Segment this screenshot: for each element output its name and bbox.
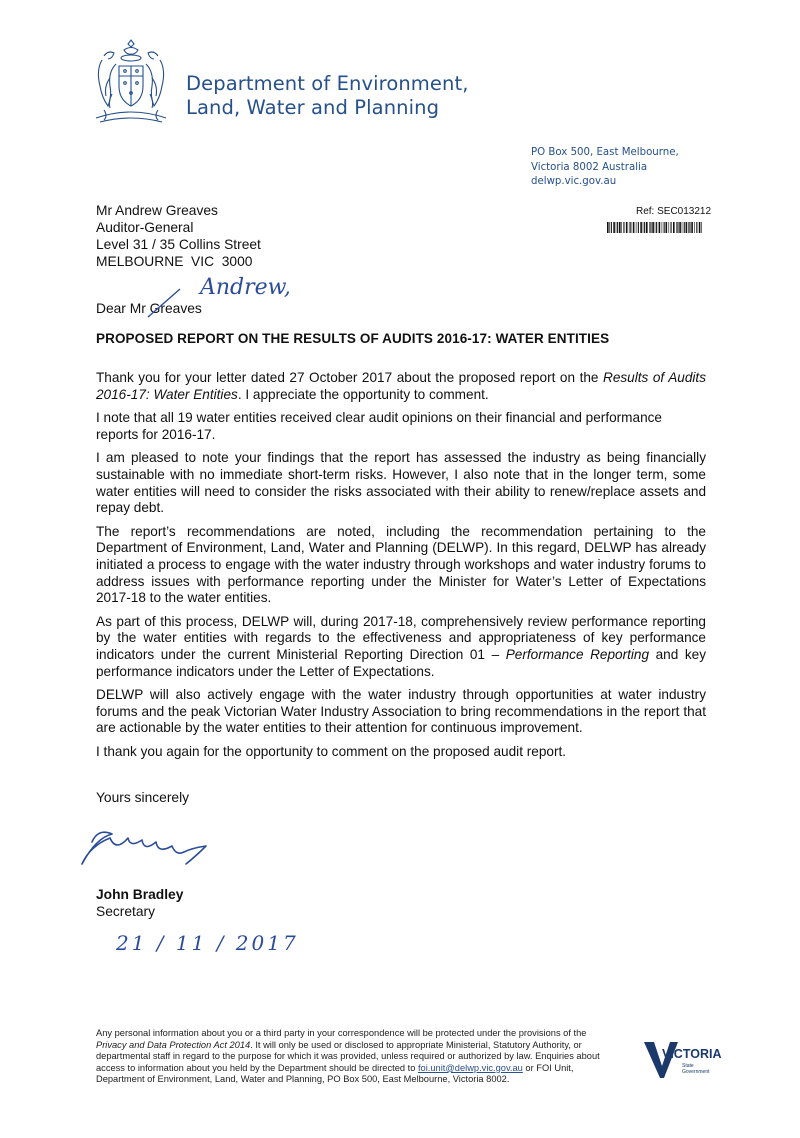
barcode-bar: [686, 222, 688, 233]
salutation: Dear Mr Greaves: [96, 301, 202, 316]
victoria-logo-state: State: [682, 1063, 694, 1069]
barcode-bar: [691, 222, 693, 233]
body-paragraph-5: As part of this process, DELWP will, during 2017-18, comprehensively review performance reporting by the water entities with regards to the effectiveness and appropriateness of key performance indicators under the current Ministerial Reporting Direction 01 – Performance Reporting and key performance indicators under the Letter of Expectations.: [96, 613, 706, 679]
signer-name: John Bradley: [96, 887, 184, 902]
barcode-bar: [676, 222, 677, 233]
reference-number: Ref: SEC013212: [636, 206, 712, 217]
barcode-bar: [640, 222, 642, 233]
barcode-bar: [650, 222, 651, 233]
barcode-bar: [673, 222, 675, 233]
barcode-bar: [609, 222, 610, 233]
body-paragraph-1: Thank you for your letter dated 27 October 2017 about the proposed report on the Results of Audits 2016-17: Water Entities. I appreciate the opportunity to comment.: [96, 370, 706, 402]
barcode-bar: [616, 222, 617, 233]
barcode-bar: [689, 222, 690, 233]
barcode-bar: [699, 222, 701, 233]
barcode-bar: [633, 222, 635, 233]
recipient-city: MELBOURNE VIC 3000: [96, 254, 253, 269]
letter-subject: PROPOSED REPORT ON THE RESULTS OF AUDITS 2016-17: WATER ENTITIES: [96, 331, 610, 346]
barcode-bar: [643, 222, 644, 233]
barcode-bar: [649, 222, 650, 233]
department-name-line1: Department of Environment,: [186, 72, 469, 95]
victoria-logo-word: VICTORIA: [662, 1047, 722, 1061]
barcode-bar: [630, 222, 631, 233]
barcode-bar: [671, 222, 672, 233]
barcode-bar: [607, 222, 609, 233]
barcode-bar: [611, 222, 612, 233]
contact-block: [531, 146, 679, 190]
victoria-logo-government: Government: [682, 1069, 710, 1075]
department-name-line2: Land, Water and Planning: [186, 96, 440, 119]
barcode-bar: [623, 222, 624, 233]
department-name: [186, 72, 469, 120]
barcode-bar: [688, 222, 689, 233]
barcode-bar: [677, 222, 678, 233]
barcode-bar: [636, 222, 637, 233]
contact-state-line: Victoria 8002 Australia: [531, 161, 648, 173]
barcode-bar: [626, 222, 628, 233]
body-paragraph-7: I thank you again for the opportunity to comment on the proposed audit report.: [96, 743, 567, 759]
coat-of-arms-crest-icon: [90, 38, 172, 130]
signer-title: Secretary: [96, 904, 156, 919]
barcode-bar: [684, 222, 685, 233]
barcode-bar: [655, 222, 656, 233]
barcode-bar: [638, 222, 639, 233]
barcode-bar: [694, 222, 695, 233]
barcode-bar: [656, 222, 657, 233]
body-paragraph-6: DELWP will also actively engage with the water industry through opportunities at water industry forums and the peak Victorian Water Industry Association to bring recommendations in the report that are actionable by the water entities to their attention for continuous improvement.: [96, 687, 706, 736]
privacy-footer: Any personal information about you or a third party in your correspondence will be protected under the provisions of the Privacy and Data Protection Act 2014. It will only be used or disclosed to appropriate Ministerial, Statutory Authority, or departmental staff in regard to the purpose for which it was provided, unless required or authorized by law. Enquiries about access to information about you held by the Department should be directed to foi.unit@delwp.vic.gov.au or FOI Unit, Department of Environment, Land, Water and Planning, PO Box 500, East Melbourne, Victoria 8002.: [96, 1028, 600, 1085]
barcode-bar: [629, 222, 630, 233]
body-paragraph-2: I note that all 19 water entities received clear audit opinions on their financial and performance reports for 2016-17.: [96, 410, 662, 442]
barcode-bar: [652, 222, 654, 233]
contact-postal-line: PO Box 500, East Melbourne,: [531, 147, 679, 158]
body-paragraph-3: I am pleased to note your findings that the report has assessed the industry as being financially sustainable with no immediate short-term risks. However, I also note that in the longer term, some water entities will need to consider the risks associated with their ability to renew/replace assets and repay debt.: [96, 450, 706, 516]
recipient-title: Auditor-General: [96, 220, 194, 235]
barcode-bar: [646, 222, 648, 233]
handwritten-first-name: [196, 268, 316, 302]
body-paragraph-4: The report’s recommendations are noted, including the recommendation pertaining to the Department of Environment, Land, Water and Planning (DELWP). In this regard, DELWP has already initiated a process to engage with the water industry through workshops and water industry forums to address issues with performance reporting under the Minister for Water’s Letter of Expectations 2017-18 to the water entities.: [96, 523, 706, 606]
barcode-bar: [644, 222, 645, 233]
foi-email-link[interactable]: foi.unit@delwp.vic.gov.au: [417, 1062, 523, 1073]
recipient-address: [96, 202, 261, 270]
letter-closing: Yours sincerely: [96, 790, 190, 805]
barcode-bar: [666, 222, 668, 233]
barcode-bar: [662, 222, 663, 233]
victoria-state-government-logo: [640, 1036, 720, 1082]
barcode-bar: [669, 222, 670, 233]
barcode-bar: [664, 222, 665, 233]
contact-website: delwp.vic.gov.au: [531, 176, 617, 187]
barcode-bar: [659, 222, 661, 233]
handwritten-date-text: 21 / 11 / 2017: [116, 931, 299, 955]
barcode-bar: [701, 222, 702, 233]
recipient-name: Mr Andrew Greaves: [96, 203, 218, 218]
handwritten-first-name-text: Andrew,: [200, 275, 291, 300]
barcode-bar: [613, 222, 615, 233]
barcode-bar: [679, 222, 681, 233]
letter-body: [96, 370, 706, 767]
handwritten-date: [114, 928, 299, 958]
barcode-bar: [682, 222, 683, 233]
recipient-street: Level 31 / 35 Collins Street: [96, 237, 261, 252]
barcode-bar: [621, 222, 622, 233]
barcode-bar: [617, 222, 618, 233]
barcode-icon: [607, 222, 705, 233]
handwritten-signature: [70, 822, 270, 872]
barcode-bar: [619, 222, 621, 233]
barcode-bar: [696, 222, 697, 233]
